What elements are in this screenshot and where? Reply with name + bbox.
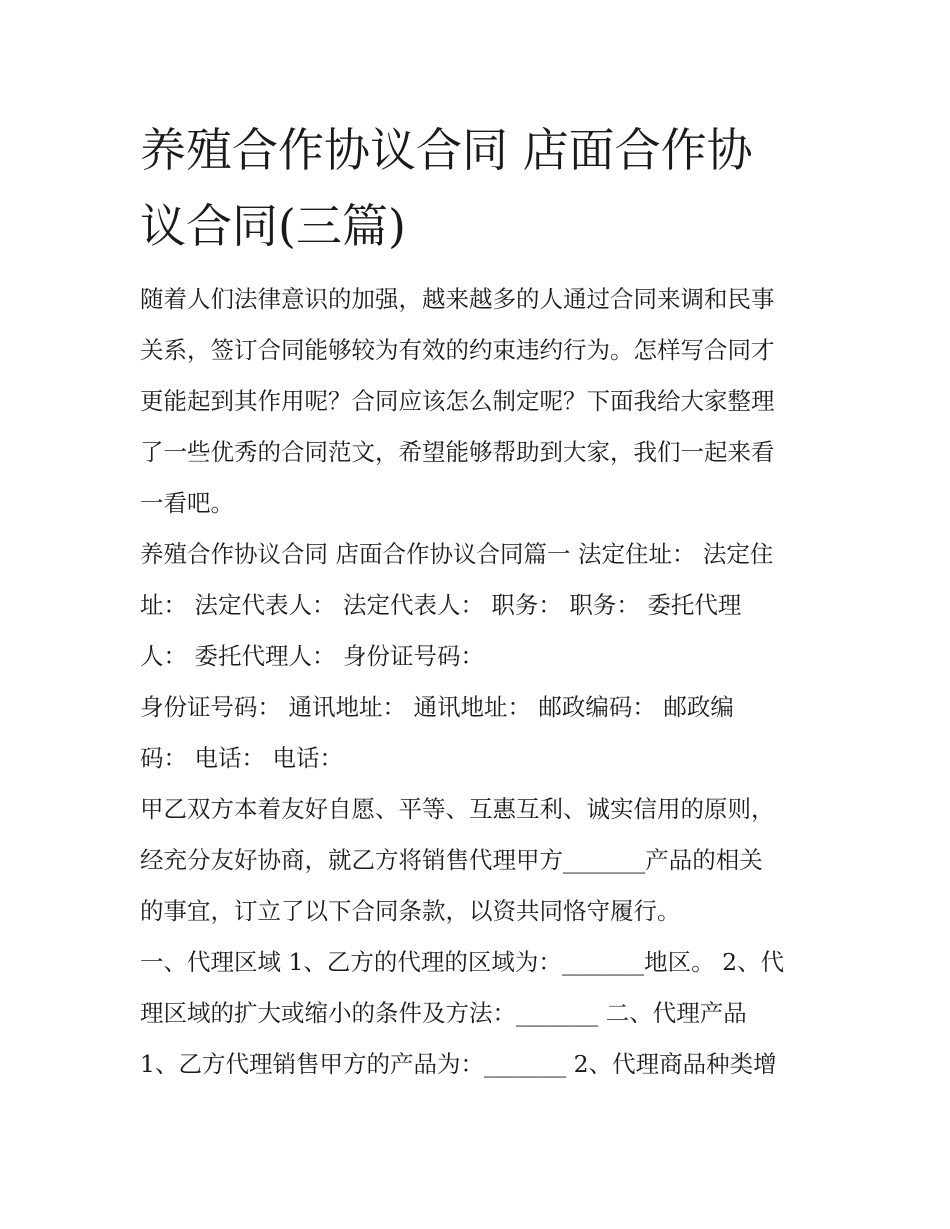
body-line: 关系，签订合同能够较为有效的约束违约行为。怎样写合同才 (140, 336, 775, 364)
body-line: 养殖合作协议合同 店面合作协议合同篇一 法定住址： 法定住 (140, 540, 774, 568)
body-line: 经充分友好协商，就乙方将销售代理甲方_______产品的相关 (140, 846, 763, 874)
document-page (140, 112, 820, 1090)
body-line: 身份证号码： 通讯地址： 通讯地址： 邮政编码： 邮政编 (140, 693, 734, 721)
body-line: 1、乙方代理销售甲方的产品为：_______ 2、代理商品种类增 (140, 1050, 777, 1078)
document-body (140, 274, 820, 1090)
body-line: 了一些优秀的合同范文，希望能够帮助到大家，我们一起来看 (140, 438, 775, 466)
body-line: 码： 电话： 电话： (140, 744, 343, 772)
body-line: 一、代理区域 1、乙方的代理的区域为：_______地区。 2、代 (140, 948, 785, 976)
title-line: 议合同(三篇) (140, 199, 406, 253)
document-title (140, 112, 820, 264)
body-line: 的事宜，订立了以下合同条款，以资共同恪守履行。 (140, 897, 681, 925)
body-line: 随着人们法律意识的加强，越来越多的人通过合同来调和民事 (140, 285, 775, 313)
body-line: 更能起到其作用呢？合同应该怎么制定呢？下面我给大家整理 (140, 387, 775, 415)
body-line: 人： 委托代理人： 身份证号码： (140, 642, 484, 670)
body-line: 址： 法定代表人： 法定代表人： 职务： 职务： 委托代理 (140, 591, 742, 619)
body-line: 甲乙双方本着友好自愿、平等、互惠互利、诚实信用的原则， (140, 795, 775, 823)
body-line: 理区域的扩大或缩小的条件及方法：_______ 二、代理产品 (140, 999, 747, 1027)
title-line: 养殖合作协议合同 店面合作协 (140, 123, 753, 177)
body-line: 一看吧。 (140, 489, 234, 517)
